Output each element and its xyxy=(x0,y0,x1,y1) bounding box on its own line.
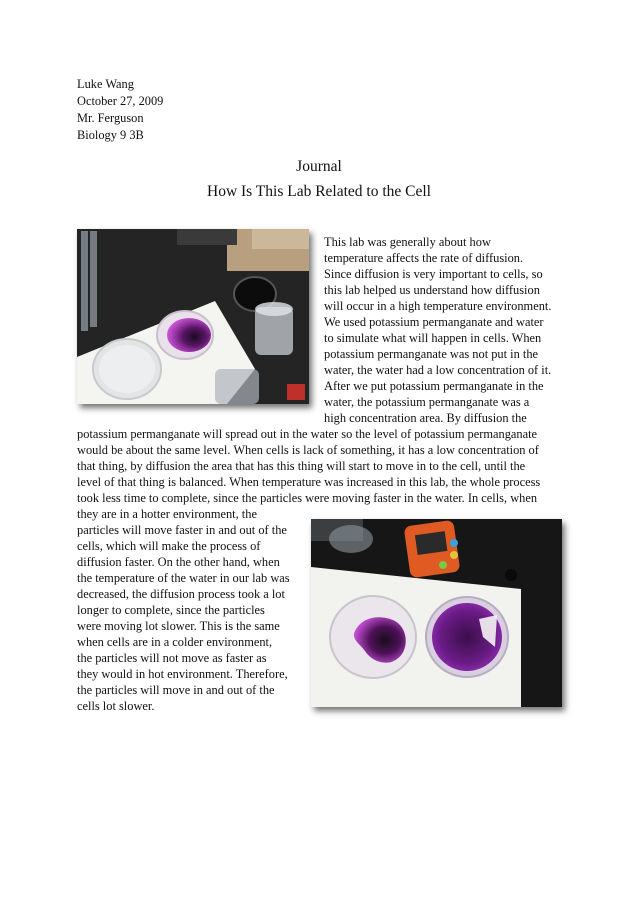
body-line: temperature affects the rate of diffusion. xyxy=(324,251,524,265)
lab-photo-dishes xyxy=(311,519,562,707)
body-line: This lab was generally about how xyxy=(324,235,491,249)
body-line: the temperature of the water in our lab was xyxy=(77,571,290,585)
body-line: high concentration area. By diffusion the xyxy=(324,411,527,425)
body-line: decreased, the diffusion process took a lot xyxy=(77,587,285,601)
body-line: level of that thing is balanced. When temperature was increased in this lab, the whole process xyxy=(77,475,541,489)
body-line: longer to complete, since the particles xyxy=(77,603,265,617)
page-title: Journal xyxy=(296,158,342,175)
course-name: Biology 9 3B xyxy=(77,128,144,142)
body-line: potassium permanganate was not put in the xyxy=(324,347,539,361)
body-line: We used potassium permanganate and water xyxy=(324,315,544,329)
body-line: they are in a hotter environment, the xyxy=(77,507,257,521)
body-line: cells lot slower. xyxy=(77,699,155,713)
body-line: they would in hot environment. Therefore, xyxy=(77,667,288,681)
date: October 27, 2009 xyxy=(77,94,164,108)
body-line: particles will move faster in and out of the xyxy=(77,523,287,537)
body-line: when cells are in a colder environment, xyxy=(77,635,273,649)
author-name: Luke Wang xyxy=(77,77,134,91)
lab-photo-setup xyxy=(77,229,309,404)
body-line: water, the water had a low concentration of it. xyxy=(324,363,552,377)
body-line: took less time to complete, since the particles were moving faster in the water. In cells, when xyxy=(77,491,538,505)
body-line: diffusion faster. On the other hand, when xyxy=(77,555,280,569)
body-line: potassium permanganate will spread out in the water so the level of potassium permanganate xyxy=(77,427,538,441)
body-line: to simulate what will happen in cells. When xyxy=(324,331,542,345)
body-line: would be about the same level. When cells is lack of something, it has a low concentration of xyxy=(77,443,539,457)
teacher-name: Mr. Ferguson xyxy=(77,111,144,125)
body-line: were moving lot slower. This is the same xyxy=(77,619,280,633)
page-subtitle: How Is This Lab Related to the Cell xyxy=(207,183,431,200)
body-line: this lab helped us understand how diffusion xyxy=(324,283,540,297)
lab-photo-dishes-image xyxy=(311,519,562,707)
body-line: the particles will not move as faster as xyxy=(77,651,267,665)
body-line: cells, which will make the process of xyxy=(77,539,261,553)
body-line: water, the potassium permanganate was a xyxy=(324,395,530,409)
body-line: will occur in a high temperature environment. xyxy=(324,299,552,313)
body-line: that thing, by diffusion the area that has this thing will start to move in to the cell, until the xyxy=(77,459,526,473)
body-line: the particles will move in and out of the xyxy=(77,683,275,697)
body-line: Since diffusion is very important to cells, so xyxy=(324,267,543,281)
lab-photo-setup-image xyxy=(77,229,309,404)
body-line: After we put potassium permanganate in the xyxy=(324,379,544,393)
